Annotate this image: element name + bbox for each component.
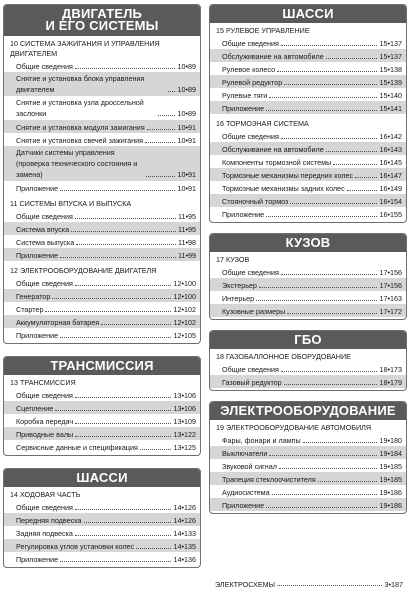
toc-entry[interactable]: Трапеция стеклоочистителя 19•185 <box>210 472 406 485</box>
toc-entry[interactable]: Общие сведения 17•156 <box>222 268 402 277</box>
toc-entry[interactable]: Система выпуска 11•98 <box>16 238 196 247</box>
section-chassis-left <box>3 468 201 568</box>
toc-entry[interactable]: Общие сведения 12•100 <box>16 279 196 288</box>
toc-entry[interactable]: Тормозные механизмы задних колес 16•149 <box>222 184 402 193</box>
toc-entry[interactable]: Интерьер 17•163 <box>222 294 402 303</box>
toc-entry[interactable]: Регулировка углов установки колес 14•135 <box>4 539 200 552</box>
toc-entry[interactable]: Общие сведения 14•126 <box>16 503 196 512</box>
toc-entry[interactable]: Приложение 11•99 <box>4 248 200 261</box>
toc-entry[interactable]: Обслуживание на автомобиле 15•137 <box>210 49 406 62</box>
toc-entry[interactable]: Фары, фонари и лампы 19•180 <box>222 436 402 445</box>
chapter-title[interactable]: 10 СИСТЕМА ЗАЖИГАНИЯ И УПРАВЛЕНИЯ ДВИГАТЕЛЕМ <box>10 39 160 58</box>
toc-entry[interactable]: Общие сведения 18•173 <box>222 365 402 374</box>
section-lpg <box>209 330 407 391</box>
toc-entry[interactable]: Приводные валы 13•122 <box>4 427 200 440</box>
chapter-title[interactable]: 19 ЭЛЕКТРООБОРУДОВАНИЕ АВТОМОБИЛЯ <box>216 423 372 432</box>
section-engine <box>3 4 201 344</box>
toc-entry[interactable]: Коробка передач 13•109 <box>16 417 196 426</box>
chapter-title[interactable]: 14 ХОДОВАЯ ЧАСТЬ <box>10 490 81 499</box>
chapter-title[interactable]: 12 ЭЛЕКТРООБОРУДОВАНИЕ ДВИГАТЕЛЯ <box>10 266 157 275</box>
chapter-title[interactable]: 11 СИСТЕМЫ ВПУСКА И ВЫПУСКА <box>10 199 132 208</box>
toc-entry[interactable]: Кузовные размеры 17•172 <box>210 304 406 317</box>
toc-entry[interactable]: Снятие и установка узла дроссельной заслонки 10•89 <box>16 98 196 118</box>
toc-entry[interactable]: Экстерьер 17•156 <box>210 278 406 291</box>
toc-entry[interactable]: Снятие и установка свечей зажигания 10•91 <box>16 136 196 145</box>
toc-entry[interactable]: Общие сведения 16•142 <box>222 132 402 141</box>
toc-entry[interactable]: Приложение 14•136 <box>16 555 196 564</box>
toc-entry[interactable]: Рулевое колесо 15•138 <box>222 65 402 74</box>
chapter-title[interactable]: 18 ГАЗОБАЛЛОННОЕ ОБОРУДОВАНИЕ <box>216 352 351 361</box>
toc-entry[interactable]: Сцепление 13•106 <box>4 401 200 414</box>
toc-entry[interactable]: Общие сведения 15•137 <box>222 39 402 48</box>
chapter-title[interactable]: 16 ТОРМОЗНАЯ СИСТЕМА <box>216 119 309 128</box>
section-header: КУЗОВ <box>210 234 406 252</box>
chapter-title[interactable]: 13 ТРАНСМИССИЯ <box>10 378 76 387</box>
toc-entry-wiring[interactable]: ЭЛЕКТРОСХЕМЫ 3•187 <box>215 580 403 589</box>
toc-entry[interactable]: Стояночный тормоз 16•154 <box>210 194 406 207</box>
left-column <box>3 4 201 575</box>
toc-entry[interactable]: Звуковой сигнал 19•185 <box>222 462 402 471</box>
toc-entry[interactable]: Приложение 10•91 <box>16 184 196 193</box>
toc-entry[interactable]: Приложение 15•141 <box>210 101 406 114</box>
toc-entry[interactable]: Общие сведения 13•106 <box>16 391 196 400</box>
toc-entry[interactable]: Система впуска 11•95 <box>4 222 200 235</box>
section-header: ШАССИ <box>4 469 200 487</box>
toc-entry[interactable]: Общие сведения 10•89 <box>16 62 196 71</box>
chapter-title[interactable]: 17 КУЗОВ <box>216 255 250 264</box>
toc-entry[interactable]: Приложение 19•186 <box>210 498 406 511</box>
section-header: ЭЛЕКТРООБОРУДОВАНИЕ <box>210 402 406 420</box>
toc-entry[interactable]: Аудиосистема 19•186 <box>222 488 402 497</box>
section-transmission <box>3 356 201 456</box>
toc-entry[interactable]: Рулевые тяги 15•140 <box>222 91 402 100</box>
section-header: ГБО <box>210 331 406 349</box>
toc-entry[interactable]: Передняя подвеска 14•126 <box>4 513 200 526</box>
section-header: ШАССИ <box>210 5 406 23</box>
section-electrical <box>209 401 407 514</box>
right-column <box>209 4 407 521</box>
toc-entry[interactable]: Выключатели 19•184 <box>210 446 406 459</box>
toc-entry[interactable]: Сервисные данные и спецификация 13•125 <box>16 443 196 452</box>
toc-entry[interactable]: Компоненты тормозной системы 16•145 <box>222 158 402 167</box>
section-body <box>209 233 407 320</box>
toc-entry[interactable]: Задняя подвеска 14•133 <box>16 529 196 538</box>
toc-entry[interactable]: Приложение 16•155 <box>222 210 402 219</box>
toc-entry[interactable]: Аккумуляторная батарея 12•102 <box>4 315 200 328</box>
toc-entry[interactable]: Приложение 12•105 <box>16 331 196 340</box>
toc-entry[interactable]: Рулевой редуктор 15•139 <box>210 75 406 88</box>
toc-entry[interactable]: Стартер 12•102 <box>16 305 196 314</box>
toc-entry[interactable]: Генератор 12•100 <box>4 289 200 302</box>
toc-entry[interactable]: Снятие и установка блока управления двигателем 10•89 <box>4 72 200 96</box>
section-header: ТРАНСМИССИЯ <box>4 357 200 375</box>
toc-entry[interactable]: Снятие и установка модуля зажигания 10•91 <box>4 120 200 133</box>
toc-entry[interactable]: Датчики системы управления (проверка технического состояния и замена) 10•91 <box>4 146 200 181</box>
toc-entry[interactable]: Газовый редуктор 18•179 <box>210 375 406 388</box>
section-chassis-right <box>209 4 407 223</box>
toc-entry[interactable]: Обслуживание на автомобиле 16•143 <box>210 142 406 155</box>
section-header: ДВИГАТЕЛЬ И ЕГО СИСТЕМЫ <box>4 5 200 36</box>
toc-entry[interactable]: Общие сведения 11•95 <box>16 212 196 221</box>
toc-entry[interactable]: Тормозные механизмы передних колес 16•147 <box>210 168 406 181</box>
chapter-title[interactable]: 15 РУЛЕВОЕ УПРАВЛЕНИЕ <box>216 26 310 35</box>
